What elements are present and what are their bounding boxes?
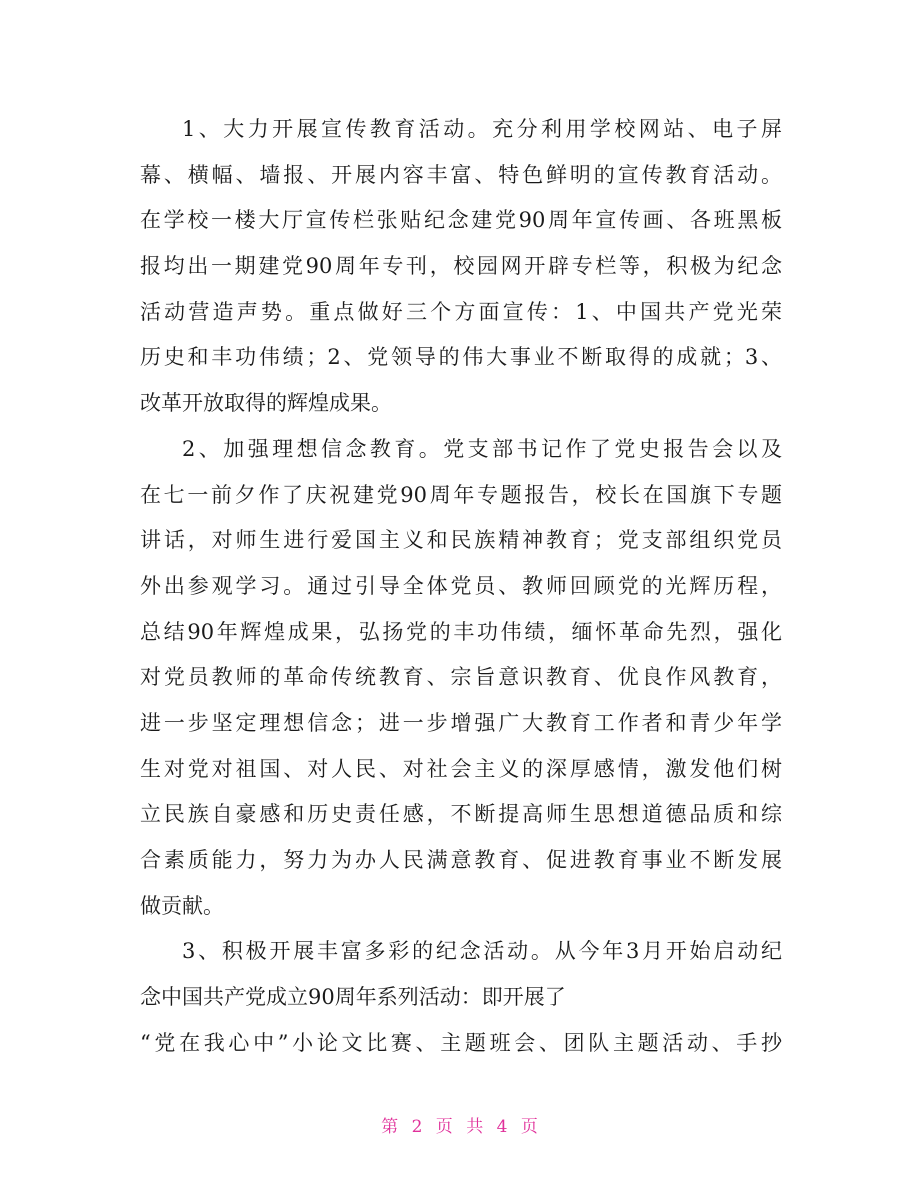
footer-suffix: 页 <box>520 1117 539 1137</box>
text-line: 在七一前夕作了庆祝建党90周年专题报告，校长在国旗下专题 <box>140 482 782 507</box>
total-page-number: 4 <box>496 1117 509 1137</box>
document-body <box>140 107 782 1066</box>
text-line: 进一步坚定理想信念；进一步增强广大教育工作者和青少年学 <box>140 710 782 735</box>
current-page-number: 2 <box>411 1117 424 1137</box>
paragraph-3 <box>140 929 782 1066</box>
text-line: 外出参观学习。通过引导全体党员、教师回顾党的光辉历程， <box>140 573 782 598</box>
text-line: 做贡献。 <box>140 893 224 918</box>
paragraph-1 <box>140 107 782 427</box>
text-line: “党在我心中”小论文比赛、主题班会、团队主题活动、手抄 <box>140 1030 782 1055</box>
text-line: 历史和丰功伟绩；2、党领导的伟大事业不断取得的成就；3、 <box>140 345 782 370</box>
page-number-footer <box>0 1112 920 1137</box>
text-line: 合素质能力，努力为办人民满意教育、促进教育事业不断发展 <box>140 848 782 872</box>
paragraph-2 <box>140 427 782 930</box>
text-line: 在学校一楼大厅宣传栏张贴纪念建党90周年宣传画、各班黑板 <box>140 208 782 233</box>
text-line: 2、加强理想信念教育。党支部书记作了党史报告会以及 <box>182 436 782 461</box>
footer-total-word: 共 <box>466 1117 485 1137</box>
footer-prefix: 第 <box>381 1117 400 1137</box>
text-line: 幕、横幅、墙报、开展内容丰富、特色鲜明的宣传教育活动。 <box>140 162 782 187</box>
text-line: 3、积极开展丰富多彩的纪念活动。从今年3月开始启动纪 <box>182 939 782 964</box>
text-line: 立民族自豪感和历史责任感，不断提高师生思想道德品质和综 <box>140 802 782 827</box>
text-line: 改革开放取得的辉煌成果。 <box>140 391 392 416</box>
text-line: 念中国共产党成立90周年系列活动：即开展了 <box>140 985 566 1010</box>
text-line: 生对党对祖国、对人民、对社会主义的深厚感情，激发他们树 <box>140 756 782 781</box>
text-line: 报均出一期建党90周年专刊，校园网开辟专栏等，积极为纪念 <box>140 254 782 279</box>
text-line: 活动营造声势。重点做好三个方面宣传：1、中国共产党光荣 <box>140 299 782 324</box>
footer-page-word: 页 <box>435 1117 454 1137</box>
text-line: 总结90年辉煌成果，弘扬党的丰功伟绩，缅怀革命先烈，强化 <box>140 619 782 644</box>
text-line: 1、大力开展宣传教育活动。充分利用学校网站、电子屏 <box>182 117 782 141</box>
text-line: 对党员教师的革命传统教育、宗旨意识教育、优良作风教育， <box>140 665 782 690</box>
text-line: 讲话，对师生进行爱国主义和民族精神教育；党支部组织党员 <box>140 528 782 553</box>
